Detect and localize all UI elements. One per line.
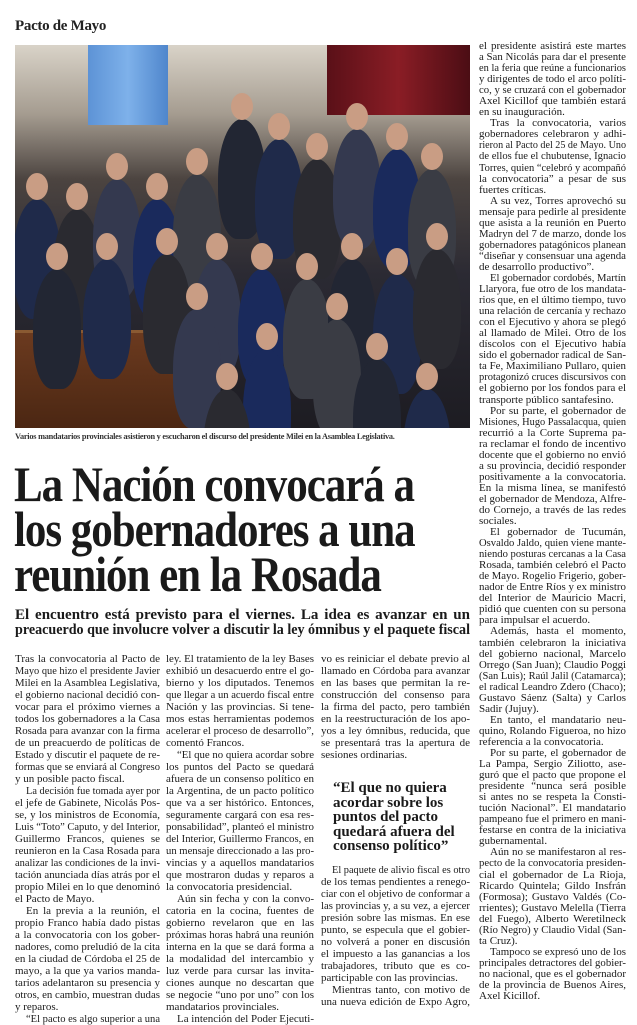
text-line: gobernadores patagónicos planean [479,238,626,251]
paragraph [15,785,160,905]
paragraph [15,653,160,785]
text-line: gubernamental. [479,835,548,848]
text-line: tación anunciada días atrás por el [15,869,160,881]
section-label: Pacto de Mayo [15,18,107,34]
text-line: en la feria que reúne a funcionarios [479,62,626,75]
text-line: mensaje para pedirle al presidente [479,205,626,218]
face [366,333,388,360]
pull-quote-line: consenso político” [333,838,449,854]
paragraph [479,626,626,714]
text-line: gobierno revelaron que en las [166,917,314,929]
text-line: la convocatoria” a pesar de sus [479,172,626,185]
text-line: docente que el gobierno no envió [479,448,626,461]
face [416,363,438,390]
text-line: Aún no se manifestaron al res- [490,846,626,859]
text-line: en la reestructuración de los apo- [321,713,470,725]
text-line: reunieron en la Casa Rosada para [15,845,160,857]
text-line: propio Franco había dado pistas [15,917,160,929]
text-line: y dirigentes de todo el arco políti- [479,73,626,86]
text-line: el gobierno nacional decidió con- [15,689,160,701]
face [386,248,408,275]
text-line: Tras la convocatoria al Pacto de [15,653,160,665]
text-line: “El que no quiera acordar sobre [177,749,314,761]
subhead-line: preacuerdo que involucre volver a discutir la ley ómnibus y el paquete fiscal [15,622,470,638]
text-line: tución Nacional”. El mandatario [479,802,626,815]
text-line: el gobierno por los fondos para el [479,382,626,395]
text-line: que llegar a un acuerdo fiscal entre [166,689,314,701]
face [106,153,128,180]
text-line: otros, en cambio, muestran dudas [15,989,160,1001]
text-line: cial el gobernador de La Rioja, [479,868,626,881]
text-line: sesiones ordinarias. [321,749,408,761]
text-line: al llamado de Milei. Otro de los [479,327,626,340]
text-line: se presentará tras la apertura de [321,737,470,749]
text-line: si antes no se respeta la Consti- [479,791,626,804]
face [421,143,443,170]
text-line: Osvaldo Jaldo, quien viene mante- [479,537,626,550]
text-line: En tanto, el mandatario neu- [490,713,626,726]
face [206,233,228,260]
paragraph [166,653,314,749]
text-line: los puntos del Pacto se quedará [166,761,314,773]
text-line: de Mayo. Rogelio Frigerio, gober- [479,570,626,583]
text-line: nadores, como preludió de la cita [15,941,160,953]
body-column-1 [15,653,160,1025]
body-column-3-top [321,653,470,761]
text-line: la modalidad del intercambio y [166,953,314,965]
text-line: Milei en la Asamblea Legislativa, [15,677,160,689]
face [251,243,273,270]
text-line: vocar para el próximo viernes a [15,701,160,713]
text-line: acelerar el proceso de desarrollo”, [166,725,314,737]
text-line: en las bases que permitan la re- [321,677,470,689]
paragraph [321,864,470,984]
text-line: participable con las provincias. [321,972,458,984]
text-line: Llaryora, fue otro de los mandata- [479,283,626,296]
text-line: mandatarios provinciales. [166,1001,280,1013]
text-line: de ellos fue el chubutense, Ignacio [479,150,626,163]
text-line: Gustavo Sáenz (Salta) y Carlos [479,691,626,704]
paragraph [166,749,314,893]
pull-quote-line: “El que no quiera [333,780,447,796]
text-line: yos a ley ómnibus, reducida, que [321,725,470,737]
paragraph [479,527,626,626]
text-line: que mostraron dudas y reparos a [166,869,314,881]
text-line: gobernadores celebraron y adhi- [479,128,626,141]
text-line: próximas horas habrá una reunión [166,929,314,941]
text-line: ley. El tratamiento de la ley Bases [166,653,314,665]
text-line: nador de Entre Ríos y ex ministro [479,581,626,594]
text-line: sociales. [479,515,517,528]
text-line: Tras la convocatoria, varios [490,117,626,130]
face [156,228,178,255]
text-line: (Río Negro) y Claudio Vidal (San- [479,923,626,936]
text-line: de desarrollo productivo”. [479,260,595,273]
paragraph [321,653,470,761]
text-line: con el Ejecutivo y ahora se plegó [479,316,626,329]
article-photo [15,45,470,428]
text-line: la convocatoria presidencial. [166,881,293,893]
face [146,173,168,200]
text-line: El gobernador de Tucumán, [490,526,626,539]
text-line: sido el gobernador radical de San- [479,349,626,362]
paragraph [166,1013,314,1025]
text-line: La decisión fue tomada ayer por [26,785,160,797]
text-line: Aún sin fecha y con la convo- [177,893,314,905]
face [256,323,278,350]
text-line: analizar las condiciones de la invi- [15,857,160,869]
text-line: A su vez, Torres aprovechó su [490,194,626,207]
text-line: transporte público santafesino. [479,393,614,406]
text-line: se, y los ministros de Economía, [15,809,160,821]
text-line: vo es reiniciar el debate previo al [321,653,470,665]
text-line: La Pampa, Sergio Ziliotto, ase- [479,758,626,771]
text-line: a San Nicolás para dar el presente [479,51,626,64]
text-line: Rosada para avanzar con la firma [15,725,160,737]
text-line: una relación de cercanía y rechazo [479,305,626,318]
text-line: Torres, quien “celebró y acompañó [479,161,626,174]
text-line: díscolos con el Ejecutivo había [479,338,626,351]
face [346,103,368,130]
paragraph [15,905,160,1013]
text-line: Guillermo Francos, quienes se [15,833,160,845]
text-line: mayo, a la que ya varios manda- [15,965,160,977]
text-line: pecto de la convocatoria presiden- [479,857,626,870]
person [413,249,461,369]
text-line: El paquete de alivio fiscal es otro [332,864,470,876]
right-column [479,41,626,1002]
paragraph [479,273,626,406]
paragraph [479,406,626,528]
text-line: llamado en Córdoba para avanzar [321,665,470,677]
text-line: pidió que cuenten con su persona [479,603,626,616]
text-line: “diseñar y consensuar una agenda [479,249,626,262]
face [306,133,328,160]
text-line: de la provincia de Buenos Aires, [479,978,626,991]
text-line: guró que el pacto que propone el [479,769,626,782]
text-line: y un posible pacto fiscal. [15,773,125,785]
text-line: Axel Kicillof que también estará [479,95,626,108]
red-curtain [327,45,470,115]
text-line: seguramente cargará con esa res- [166,809,314,821]
text-line: el radical Leandro Zdero (Chaco); [479,680,626,693]
paragraph [321,984,470,1008]
text-line: positivamente a la convocatoria. [479,470,626,483]
text-line: interna en la que se dará forma a [166,941,314,953]
face [341,233,363,260]
text-line: en su inauguración. [479,106,565,119]
text-line: la Argentina, de un pacto político [166,785,314,797]
text-line: Mientras tanto, con motivo de [332,984,470,996]
text-line: de los temas pendientes a renego- [321,876,470,888]
text-line: Axel Kicillof. [479,990,541,1003]
text-line: a la convocatoria con los gober- [15,929,160,941]
text-line: Mayo que hizo el presidente Javier [15,665,160,677]
text-line: la firma del pacto, pero también [321,701,470,713]
text-line: el gobernador de Mendoza, Alfre- [479,492,626,505]
text-line: El gobernador cordobés, Martín [490,271,626,284]
text-line: ciones aunque no descartan que [166,977,314,989]
person [403,389,451,428]
argentine-flag [88,45,168,125]
text-line: exhibió un desacuerdo entre el go- [166,665,314,677]
text-line: Madryn del 7 de marzo, donde los [479,227,626,240]
face [216,363,238,390]
text-line: tarios adelantaron su presencia y [15,977,160,989]
paragraph [479,847,626,946]
text-line: del gobierno nacional, Marcelo [479,647,626,660]
text-line: ciar con el objetivo de conformar a [321,888,470,900]
text-line: de un preacuerdo de políticas de [15,737,160,749]
paragraph [479,748,626,847]
text-line: Además, hasta el momento, [490,625,626,638]
text-line: Sadir (Jujuy). [479,702,539,715]
text-line: mos estas herramientas podemos [166,713,314,725]
paragraph [479,118,626,195]
text-line: comentó Francos. [166,737,245,749]
text-line: rios que, en el último tiempo, tuvo [479,294,626,307]
text-line: En la previa a la reunión, el [26,905,160,917]
text-line: el jefe de Gabinete, Nicolás Pos- [15,797,160,809]
pull-quote [333,781,463,854]
face [96,233,118,260]
pull-quote-line: puntos del pacto [333,809,439,825]
text-line: En la misma línea, se manifestó [479,481,626,494]
face [186,148,208,175]
text-line: las provincias y, a su vez, a ejercer [321,900,470,912]
text-line: punto, se especula que el gobier- [321,924,470,936]
pull-quote-line: acordar sobre los [333,794,444,811]
text-line: La intención del Poder Ejecuti- [177,1013,314,1025]
text-line: una nueva edición de Expo Agro, [321,996,470,1008]
text-line: un mensaje direccionado a las pro- [166,845,314,857]
text-line: Misiones, Hugo Passalacqua, quien [479,415,626,428]
text-line: se negocie “uno por uno” con los [166,989,314,1001]
face [386,123,408,150]
text-line: rieron al Pacto del 25 de Mayo. Uno [479,139,626,152]
text-line: propio Milei en lo que denominó [15,881,160,893]
text-line: ta Fe, Maximiliano Pullaro, quien [479,360,626,373]
text-line: Orrego (San Juan); Claudio Poggi [479,658,626,671]
text-line: no nacional, que es el gobernador [479,967,626,980]
text-line: presión sobre las mismas. En ese [321,912,470,924]
face [268,113,290,140]
text-line: y reparos. [15,1001,59,1013]
text-line: el impuesto a las ganancias a los [321,948,470,960]
text-line: rrientes); Gustavo Melella (Tierra [479,901,626,914]
text-line: protagonizó cruces discursivos con [479,371,626,384]
text-line: Tampoco se expresó uno de los [490,945,626,958]
text-line: en la ciudad de Córdoba el 25 de [15,953,160,965]
text-line: bierno y los diputados. Tenemos [166,677,314,689]
text-line: Por su parte, el gobernador de [490,747,626,759]
text-line: ponsabilidad”, planteó el ministro [166,821,314,833]
person [33,269,81,389]
paragraph [479,715,626,748]
text-line: Luis “Toto” Caputo, y del Interior, [15,821,160,833]
person [83,259,131,379]
text-line: recurrió a la Corte Suprema pa- [479,426,626,439]
text-line: a su provincia, decidió responder [479,459,626,472]
photo-caption: Varios mandatarios provinciales asistieron y escucharon el discurso del presidente Milei en la Asamblea Legislativa. [15,432,395,441]
paragraph [166,893,314,1013]
face [186,283,208,310]
text-line: fuertes críticas. [479,183,547,196]
text-line: Estado y discutir el paquete de re- [15,749,160,761]
text-line: que asista a la reunión en Puerto [479,216,626,229]
text-line: del Fuego), Alberto Weretilneck [479,912,626,925]
text-line: formas que se enviará al Congreso [15,761,160,773]
text-line: del Interior, Guillermo Francos, en [166,833,314,845]
headline [14,456,474,602]
text-line: construcción del consenso para [321,689,470,701]
face [231,93,253,120]
text-line: Nación y las provincias. Si tene- [166,701,314,713]
text-line: afuera de un consenso político en [166,773,314,785]
face [66,183,88,210]
text-line: Rosada, también celebró el Pacto [479,559,626,572]
face [26,173,48,200]
text-line: también celebraron la iniciativa [479,636,626,649]
face [326,293,348,320]
text-line: festarse en contra de la iniciativa [479,824,626,837]
text-line: presidente “nunca será posible [479,780,626,793]
text-line: principales detractores del gobier- [479,956,626,969]
subhead-line: El encuentro está previsto para el viernes. La idea es avanzar en un [15,607,470,623]
text-line: trabajadores, tributo que es co- [321,960,470,972]
text-line: (Formosa); Gustavo Valdés (Co- [479,890,626,903]
text-line: todos los gobernadores a la Casa [15,713,160,725]
paragraph [479,947,626,1002]
pull-quote-line: quedará afuera del [333,823,455,840]
face [46,243,68,270]
text-line: co, y se cruzará con el gobernador [479,84,626,97]
text-line: referencia a la convocatoria. [479,735,604,748]
face [426,223,448,250]
text-line: pampeano fue el primero en mani- [479,813,626,826]
headline-line: La Nación convocará a [14,456,414,512]
text-line: del Interior de Mauricio Macri, [479,592,626,605]
text-line: vincias y a aquellos mandatarios [166,857,314,869]
paragraph [479,41,626,118]
text-line: (San Luis); Raúl Jalil (Catamarca); [479,669,626,682]
subheadline [15,608,470,638]
text-line: niendo posturas cercanas a la Casa [479,548,626,561]
text-line: el Pacto de Mayo. [15,893,95,905]
text-line: ta Cruz). [479,934,518,947]
text-line: el presidente asistirá este martes [479,40,626,52]
text-line: para impulsar el acuerdo. [479,614,591,627]
headline-line: reunión en la Rosada [14,546,381,602]
body-column-2 [166,653,314,1025]
text-line: que va a ser histórico. Entonces, [166,797,314,809]
headline-line: los gobernadores a una [14,501,415,557]
paragraph [15,1013,160,1025]
text-line: Por su parte, el gobernador de [490,404,626,417]
text-line: luz verde para cursar las invita- [166,965,314,977]
paragraph [479,196,626,273]
text-line: ra reclamar el fondo de incentivo [479,437,626,450]
text-line: Ricardo Quintela; Gildo Insfrán [479,879,626,892]
body-column-3-bottom [321,864,470,1008]
face [296,253,318,280]
text-line: “El pacto es algo superior a una [26,1013,160,1025]
text-line: quino, Rolando Figueroa, no hizo [479,724,626,737]
text-line: catoria en la cocina, fuentes de [166,905,314,917]
text-line: do Cornejo, a través de las redes [479,503,626,516]
text-line: no volverá a poner en discusión [321,936,470,948]
